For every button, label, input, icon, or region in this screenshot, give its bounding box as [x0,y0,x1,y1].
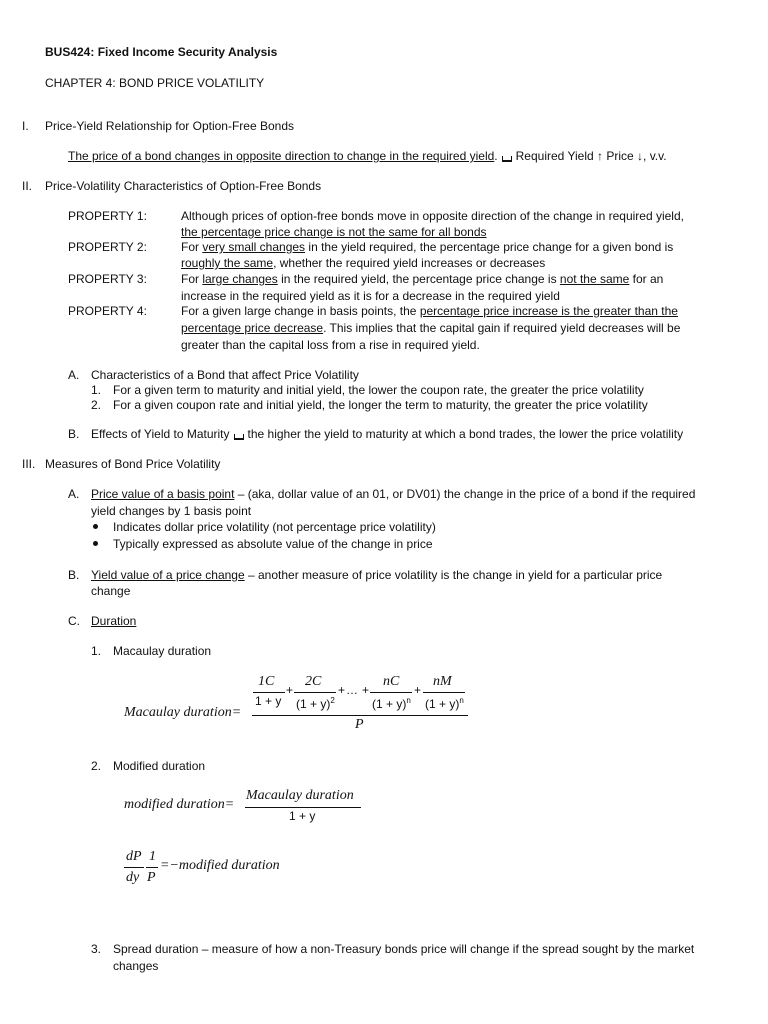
section-3c-title: Duration [91,614,137,628]
section-2a-item-2-num: 2. [91,398,102,412]
property-4-line-1 [181,303,678,319]
section-3a-line-1 [91,486,695,502]
section-2a-item-2: For a given coupon rate and initial yield, the longer the term to maturity, the greater the price volatility [113,398,648,412]
statement-underlined: The price of a bond changes in opposite direction to change in the required yield [68,149,495,163]
term-2-base: (1 + y) [296,697,331,711]
p2-text-b: in the yield required, the percentage price change for a given bond is [305,240,674,254]
term-1-numerator: 1C [258,674,275,689]
modified-denominator: 1 + y [289,809,316,823]
p3-text-c: for an [629,272,664,286]
section-1-statement [68,148,667,164]
statement-end: . [494,149,498,163]
dp-numerator: dP [126,849,142,864]
yield-price-implication: Required Yield ↑ Price ↓, v.v. [515,149,667,163]
section-2-title: Price-Volatility Characteristics of Option-Free Bonds [45,179,322,193]
property-1-emphasis: the percentage price change is not the same for all bonds [181,225,487,239]
p2-emphasis-2: roughly the same [181,256,274,270]
p2-text-c: , whether the required yield increases or decreases [273,256,546,270]
derivative-rhs: =−modified duration [160,858,280,873]
section-3b-line-1 [91,567,662,583]
ellipsis: … [346,683,358,697]
plus-sign: + [414,683,422,697]
chapter-title: CHAPTER 4: BOND PRICE VOLATILITY [45,76,265,90]
section-3b-line-2: change [91,584,131,598]
bullet-icon [93,524,98,529]
principal-numerator: nM [433,674,452,689]
macaulay-lhs: Macaulay duration= [124,705,242,720]
property-4-line-2 [181,320,680,336]
section-3a-line-2: yield changes by 1 basis point [91,504,252,518]
term-1-denominator: 1 + y [255,694,282,708]
principal-denominator [425,696,464,711]
section-3b-letter: B. [68,568,80,582]
p4-text-a: For a given large change in basis points, the [181,304,420,318]
implies-symbol-icon [234,434,244,440]
section-2a-item-1-num: 1. [91,383,102,397]
fraction-bar [423,692,465,693]
yvpc-definition: – another measure of price volatility is the change in yield for a particular price [244,568,663,582]
section-2-numeral: II. [22,179,33,193]
duration-item-1: Macaulay duration [113,644,212,658]
p2-text-a: For [181,240,203,254]
fraction-bar [370,692,412,693]
property-4-line-3: greater than the capital loss from a rise in required yield. [181,338,480,352]
p4-text-b: . This implies that the capital gain if required yield decreases will be [323,321,681,335]
p-denominator: P [147,870,156,885]
p3-emphasis: large changes [202,272,278,286]
principal-base: (1 + y) [425,697,460,711]
section-2a-title: Characteristics of a Bond that affect Price Volatility [91,368,359,382]
modified-lhs: modified duration= [124,797,235,812]
duration-item-2: Modified duration [113,759,206,773]
course-title: BUS424: Fixed Income Security Analysis [45,45,278,59]
implies-symbol-icon [502,156,512,162]
duration-item-1-num: 1. [91,644,102,658]
pvbp-term: Price value of a basis point [91,487,235,501]
principal-exponent: n [459,696,464,705]
property-4-label: PROPERTY 4: [68,304,147,318]
duration-item-3-line-2: changes [113,959,159,973]
property-3-line-2: increase in the required yield as it is for a decrease in the required yield [181,289,560,303]
section-2a-item-1: For a given term to maturity and initial yield, the lower the coupon rate, the greater the price volatility [113,383,644,397]
section-3a-letter: A. [68,487,80,501]
property-3-label: PROPERTY 3: [68,272,147,286]
fraction-bar [253,692,285,693]
p3-emphasis-2: not the same [559,272,630,286]
section-2a-letter: A. [68,368,80,382]
plus-sign: + [286,683,294,697]
duration-item-3-num: 3. [91,942,102,956]
section-3a-bullet-2: Typically expressed as absolute value of the change in price [113,537,433,551]
pvbp-definition: – (aka, dollar value of an 01, or DV01) the change in the price of a bond if the required [234,487,696,501]
p4-emphasis: percentage price increase is the greater than the [419,304,678,318]
property-2-label: PROPERTY 2: [68,240,147,254]
section-2b-title: Effects of Yield to Maturity [91,427,230,441]
modified-numerator: Macaulay duration [246,788,354,803]
duration-item-2-num: 2. [91,759,102,773]
section-3c-letter: C. [68,614,80,628]
p2-emphasis: very small changes [202,240,306,254]
fraction-bar [294,692,336,693]
p3-text-b: in the required yield, the percentage price change is [277,272,560,286]
section-1-title: Price-Yield Relationship for Option-Free Bonds [45,119,295,133]
section-2b-text: the higher the yield to maturity at which a bond trades, the lower the price volatility [247,427,684,441]
bullet-icon [93,541,98,546]
property-3-line-1 [181,271,663,287]
section-3-title: Measures of Bond Price Volatility [45,457,221,471]
term-n-numerator: nC [383,674,400,689]
property-2-line-1 [181,239,673,255]
property-1-label: PROPERTY 1: [68,209,147,223]
property-1-line-1: Although prices of option-free bonds move in opposite direction of the change in required yield, [181,209,684,223]
term-2-exponent: 2 [330,696,335,705]
property-1-line-2 [181,224,487,240]
dy-denominator: dy [126,870,140,885]
plus-sign: + [362,683,370,697]
property-2-line-2 [181,255,545,271]
price-denominator: P [355,717,364,732]
term-n-denominator [372,696,411,711]
duration-item-3-line-1: Spread duration – measure of how a non-Treasury bonds price will change if the spread sought by the market [113,942,695,956]
main-fraction-bar [252,715,468,716]
p3-text-a: For [181,272,203,286]
one-numerator: 1 [149,849,156,864]
section-3-numeral: III. [22,457,36,471]
term-n-exponent: n [406,696,411,705]
fraction-bar [245,807,361,808]
yvpc-term: Yield value of a price change [91,568,245,582]
term-2-numerator: 2C [305,674,322,689]
section-2b-letter: B. [68,427,80,441]
term-n-base: (1 + y) [372,697,407,711]
section-3a-bullet-1: Indicates dollar price volatility (not percentage price volatility) [113,520,436,534]
plus-sign: + [338,683,346,697]
section-1-numeral: I. [22,119,29,133]
fraction-bar [124,867,144,868]
section-2b-line [91,426,683,442]
p4-emphasis-2: percentage price decrease [181,321,324,335]
fraction-bar [146,867,158,868]
term-2-denominator [296,696,335,711]
